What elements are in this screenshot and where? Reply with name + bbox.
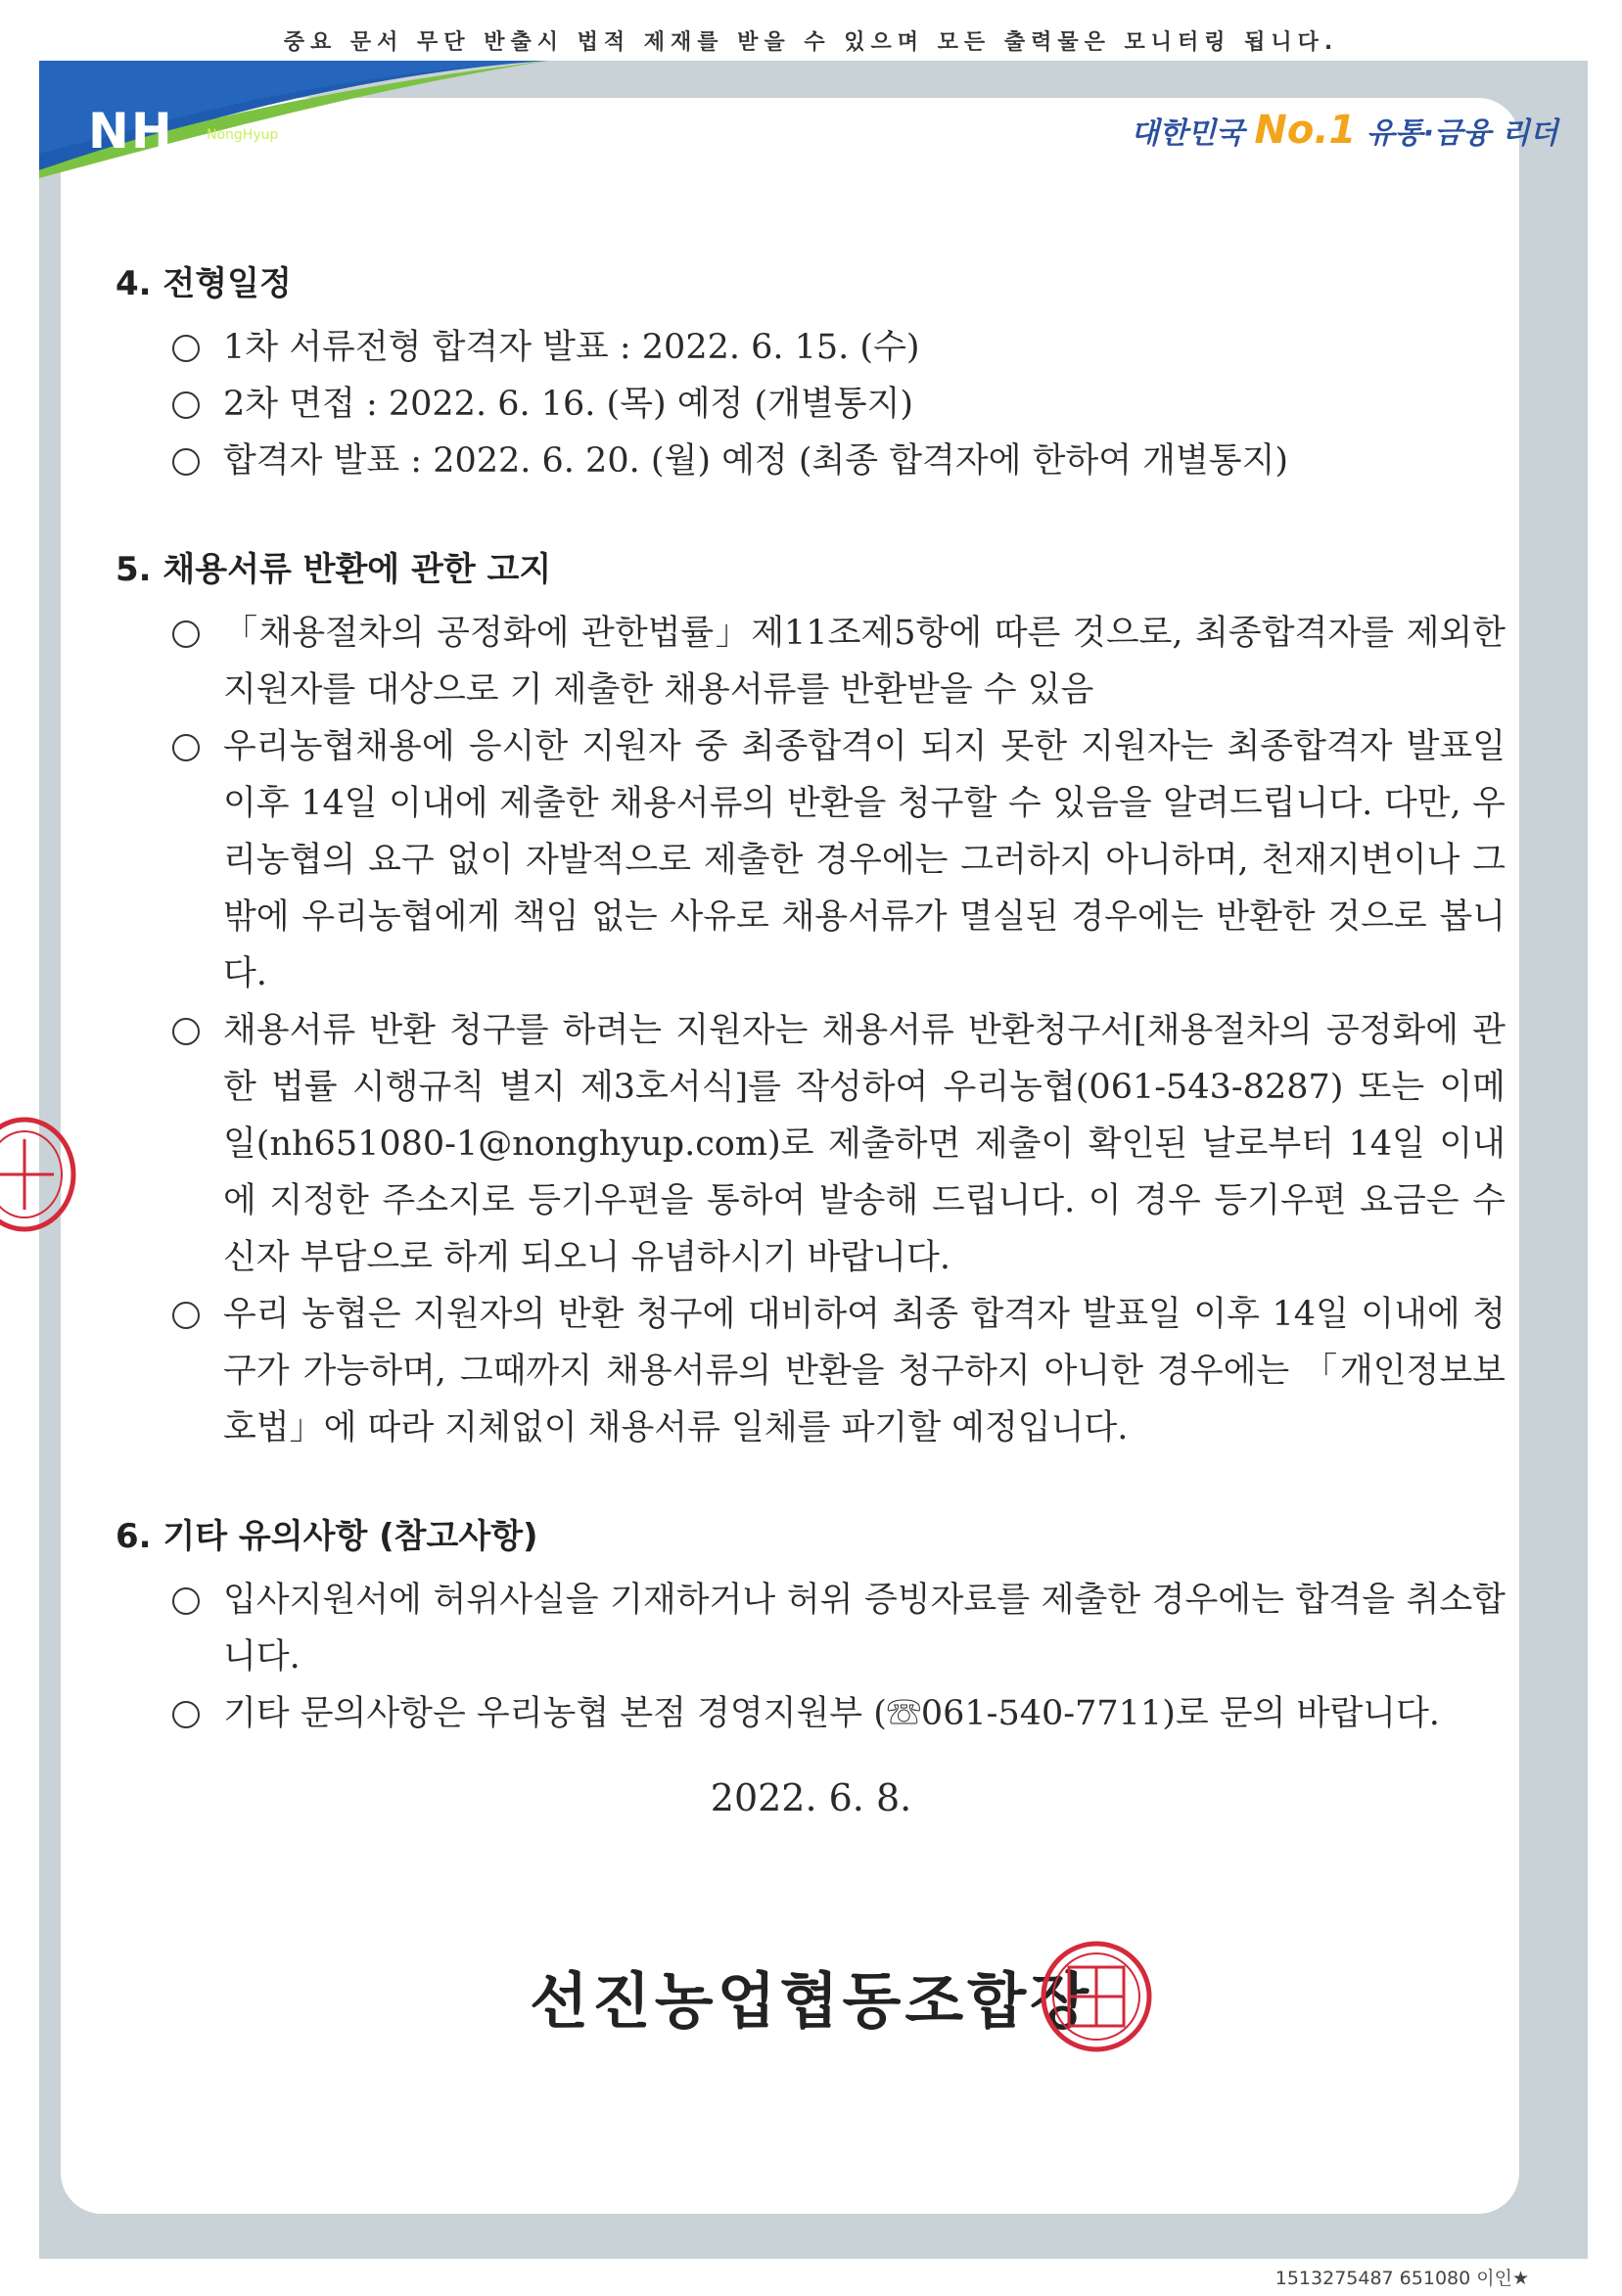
spacer [116, 1456, 1506, 1515]
list-item: 2차 면접 : 2022. 6. 16. (목) 예정 (개별통지) [116, 376, 1506, 433]
list-item: 우리농협채용에 응시한 지원자 중 최종합격이 되지 못한 지원자는 최종합격자 발표일 이후 14일 이내에 제출한 채용서류의 반환을 청구할 수 있음을 알려드립니다. 다만, 우리농협의 요구 없이 자발적으로 제출한 경우에는 그러하지 아니하며, 천재지변이나 그 밖에 우리농협에게 책임 없는 사유로 채용서류가 멸실된 경우에는 반환한 것으로 봅니다. [116, 718, 1506, 1002]
section-title-document-return: 5. 채용서류 반환에 관한 고지 [116, 550, 552, 589]
list-item: 입사지원서에 허위사실을 기재하거나 허위 증빙자료를 제출한 경우에는 합격을 취소합니다. [116, 1572, 1506, 1685]
section-title-schedule: 4. 전형일정 [116, 264, 292, 303]
print-tracking-id: 1513275487 651080 이인★ [1274, 2268, 1529, 2289]
section-title-other-notes: 6. 기타 유의사항 (참고사항) [116, 1517, 538, 1556]
document-date: 2022. 6. 8. [710, 1776, 912, 1819]
nh-logo: NH [88, 103, 174, 160]
confidential-notice: 중요 문서 무단 반출시 법적 제재를 받을 수 있으며 모든 출력물은 모니터링 됩니다. [283, 30, 1339, 55]
official-seal-icon [1038, 1938, 1155, 2055]
signature-title: 선진농업협동조합장 [529, 1965, 1093, 2037]
list-item: 우리 농협은 지원자의 반환 청구에 대비하여 최종 합격자 발표일 이후 14일 이내에 청구가 가능하며, 그때까지 채용서류의 반환을 청구하지 아니한 경우에는 「개인정보보호법」에 따라 지체없이 채용서류 일체를 파기할 예정입니다. [116, 1286, 1506, 1456]
nonghyup-logo-text: NongHyup [207, 127, 279, 143]
spacer [116, 489, 1506, 548]
slogan [1131, 108, 1558, 153]
slogan-suffix: 유통·금융 리더 [1366, 116, 1558, 151]
seal-stamp-icon [0, 1116, 78, 1233]
slogan-prefix: 대한민국 [1131, 116, 1244, 151]
document-body [116, 262, 1506, 1742]
list-item: 기타 문의사항은 우리농협 본점 경영지원부 (☏061-540-7711)로 문의 바랍니다. [116, 1685, 1506, 1742]
list-item: 「채용절차의 공정화에 관한법률」제11조제5항에 따른 것으로, 최종합격자를 제외한 지원자를 대상으로 기 제출한 채용서류를 반환받을 수 있음 [116, 605, 1506, 718]
list-item: 1차 서류전형 합격자 발표 : 2022. 6. 15. (수) [116, 319, 1506, 376]
list-item: 합격자 발표 : 2022. 6. 20. (월) 예정 (최종 합격자에 한하여 개별통지) [116, 433, 1506, 489]
list-item: 채용서류 반환 청구를 하려는 지원자는 채용서류 반환청구서[채용절차의 공정화에 관한 법률 시행규칙 별지 제3호서식]를 작성하여 우리농협(061-543-8287) 또는 이메일(nh651080-1@nonghyup.com)로 제출하면 제출이 확인된 날로부터 14일 이내에 지정한 주소지로 등기우편을 통하여 발송해 드립니다. 이 경우 등기우편 요금은 수신자 부담으로 하게 되오니 유념하시기 바랍니다. [116, 1002, 1506, 1286]
slogan-no1: No.1 [1254, 108, 1357, 153]
